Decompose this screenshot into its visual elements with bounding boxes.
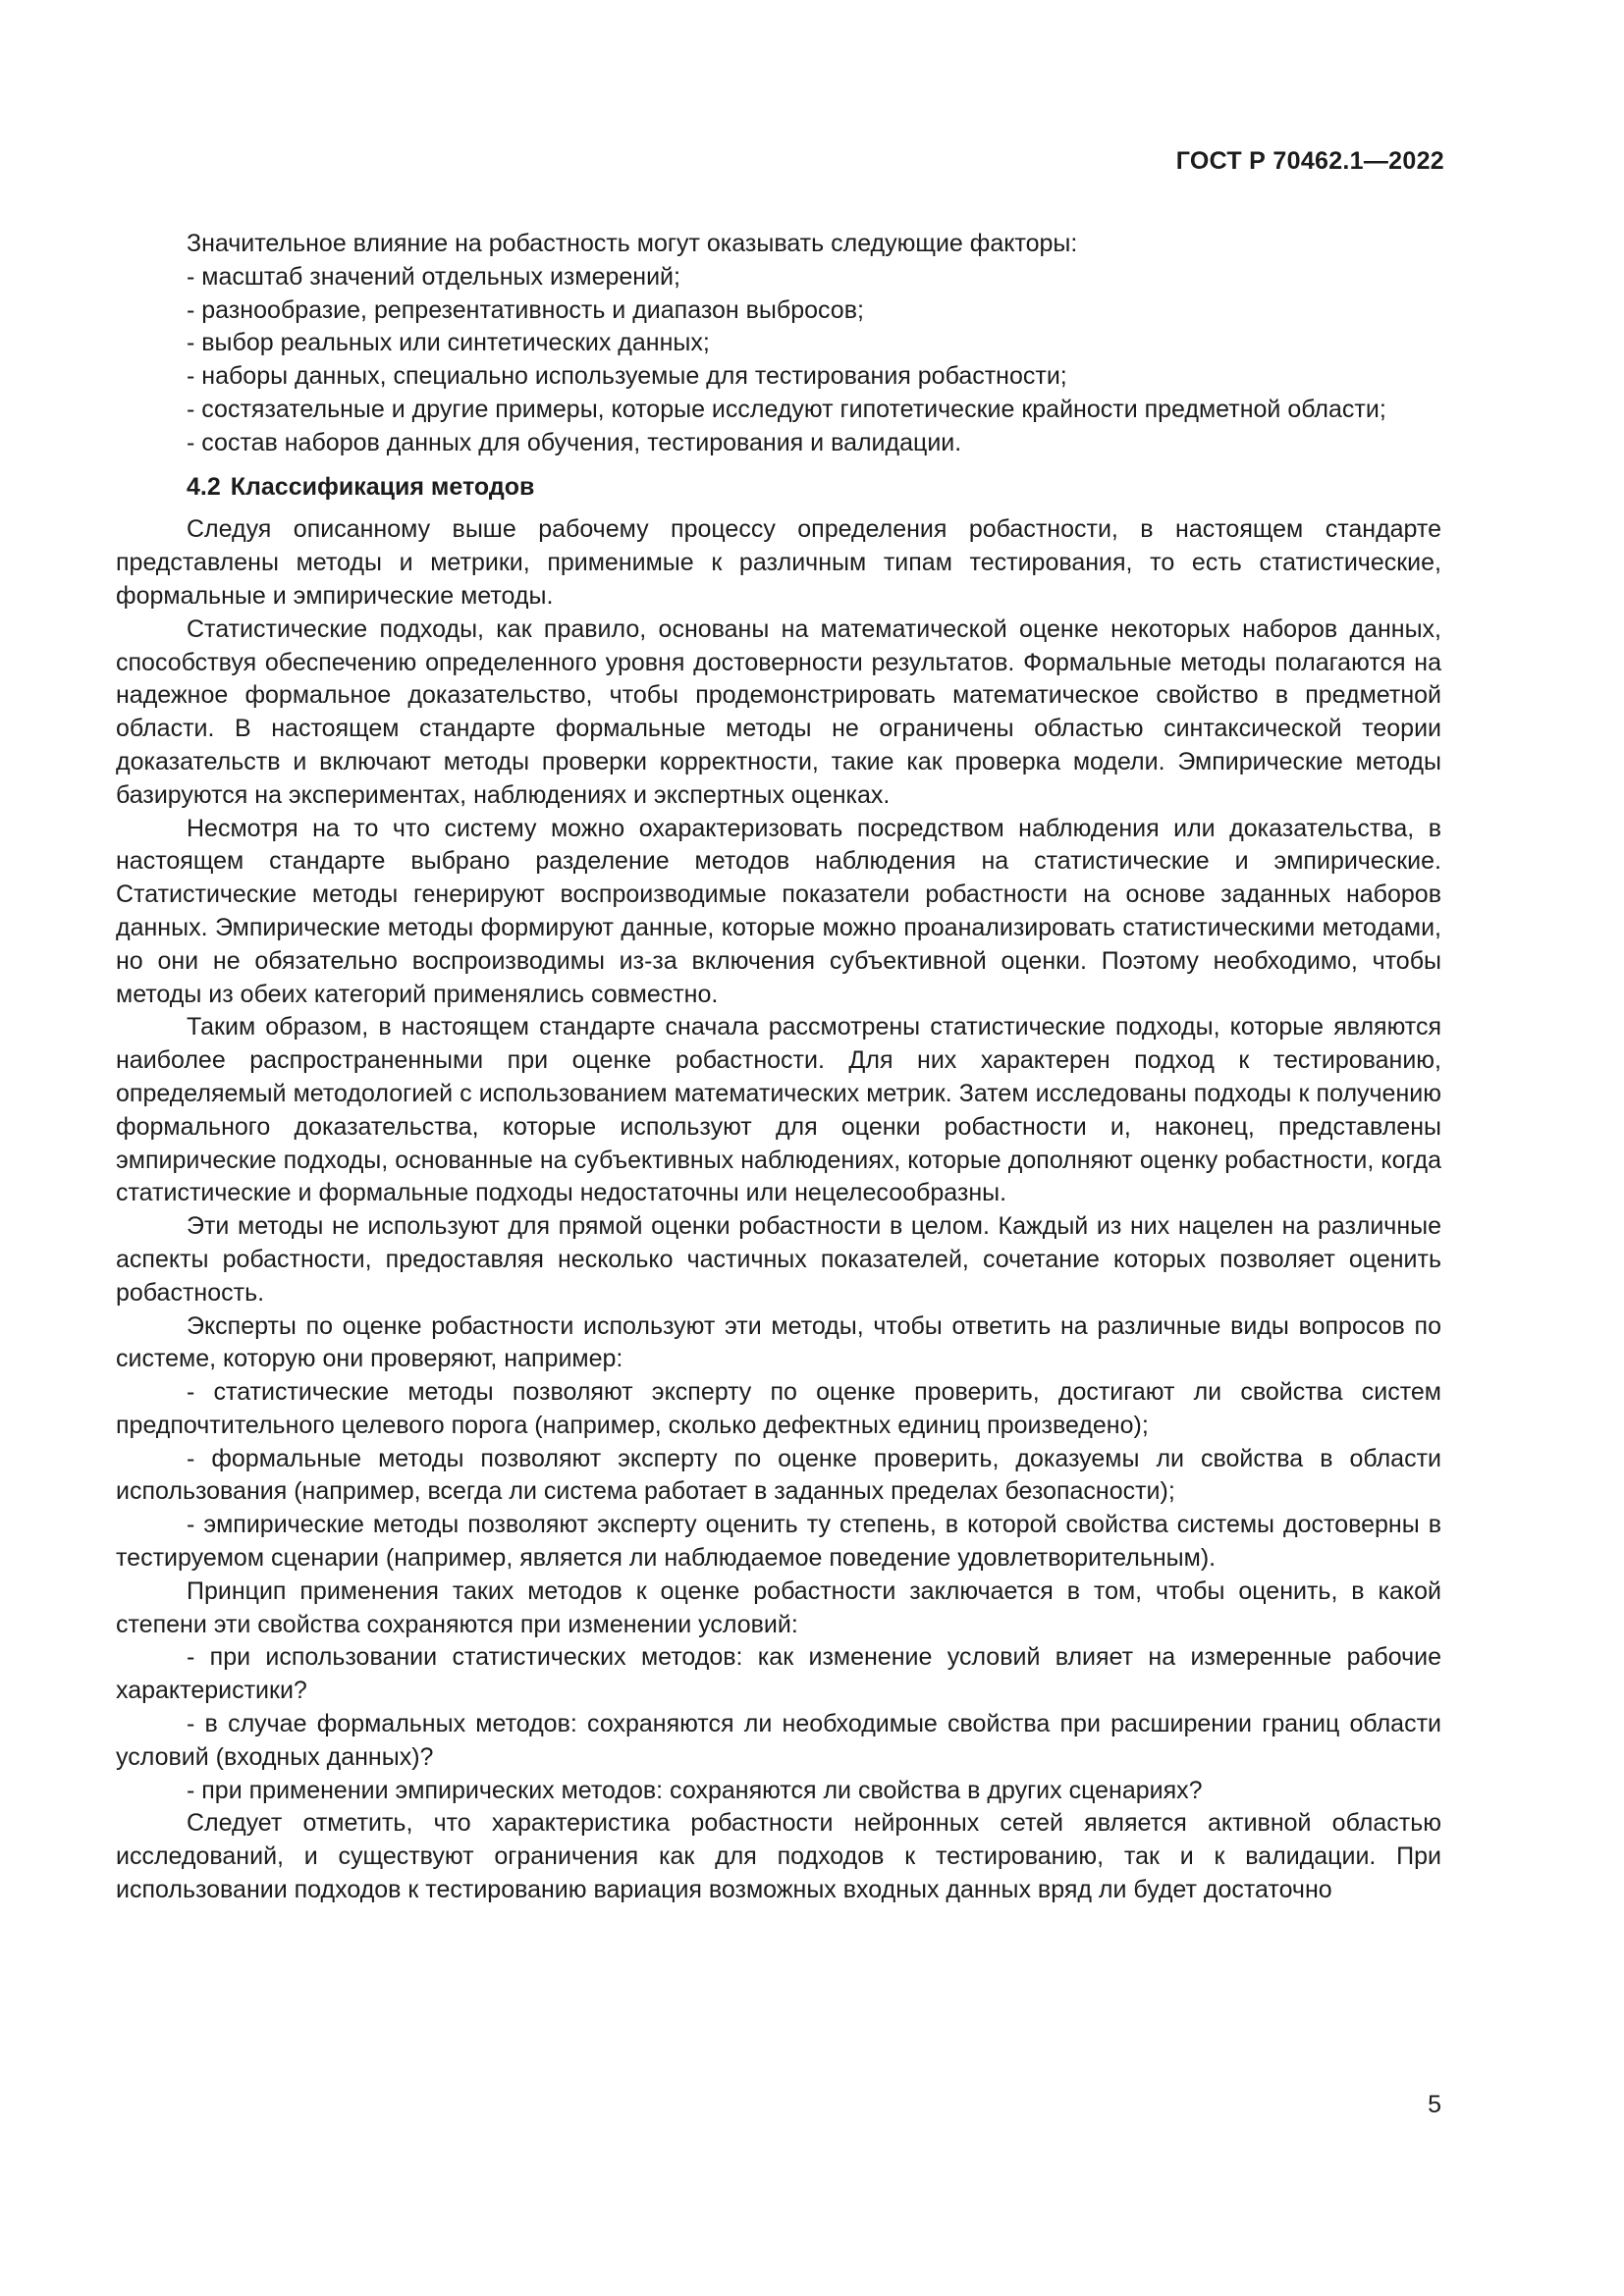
section-title: Классификация методов — [230, 472, 535, 501]
page-body — [116, 228, 1441, 1907]
intro-list-item: - состав наборов данных для обучения, тестирования и валидации. — [187, 428, 962, 456]
section-number: 4.2 — [187, 472, 221, 501]
intro-list-item: - наборы данных, специально используемые для тестирования робастности; — [187, 362, 1067, 391]
paragraph: Эксперты по оценке робастности используют эти методы, чтобы ответить на различные виды вопросов по системе, которую они проверяют, например: — [116, 1311, 1441, 1373]
intro-lead: Значительное влияние на робастность могут оказывать следующие факторы: — [187, 230, 1078, 257]
paragraph: Статистические подходы, как правило, основаны на математической оценке некоторых наборов данных, способствуя обеспечению определенного уровня достоверности результатов. Формальные методы полагаются на надежное формальное доказательство, чтобы продемонстрировать математическое свойство в предметной области. В настоящем стандарте формальные методы не ограничены областью синтаксической теории доказательств и включают методы проверки корректности, такие как проверка модели. Эмпирические методы базируются на экспериментах, наблюдениях и экспертных оценках. — [116, 614, 1441, 809]
paragraph: Таким образом, в настоящем стандарте сначала рассмотрены статистические подходы, которые являются наиболее распространенными при оценке робастности. Для них характерен подход к тестированию, определяемый методологией с использованием математических метрик. Затем исследованы подходы к получению формального доказательства, которые используют для оценки робастности и, наконец, представлены эмпирические подходы, основанные на субъективных наблюдениях, которые дополняют оценку робастности, когда статистические и формальные подходы недостаточны или нецелесообразны. — [116, 1013, 1441, 1207]
paragraph: Следует отметить, что характеристика робастности нейронных сетей является активной областью исследований, и существуют ограничения как для подходов к тестированию, так и к валидации. При использовании подходов к тестированию вариация возможных входных данных вряд ли будет достаточно — [116, 1809, 1441, 1904]
list-item: - в случае формальных методов: сохраняются ли необходимые свойства при расширении границ области условий (входных данных)? — [116, 1710, 1441, 1771]
list-item: - формальные методы позволяют эксперту по оценке проверить, доказуемы ли свойства в области использования (например, всегда ли система работает в заданных пределах безопасности); — [116, 1444, 1441, 1506]
list-item: - статистические методы позволяют эксперту по оценке проверить, достигают ли свойства систем предпочтительного целевого порога (например, сколько дефектных единиц произведено); — [116, 1378, 1441, 1439]
paragraph: Принцип применения таких методов к оценке робастности заключается в том, чтобы оценить, в какой степени эти свойства сохраняются при изменении условий: — [116, 1576, 1441, 1638]
page-number: 5 — [1428, 2091, 1441, 2118]
paragraph: Следуя описанному выше рабочему процессу определения робастности, в настоящем стандарте представлены методы и метрики, применимые к различным типам тестирования, то есть статистические, формальные и эмпирические методы. — [116, 515, 1441, 610]
section-heading — [116, 471, 1441, 505]
list-item: - при использовании статистических методов: как изменение условий влияет на измеренные рабочие характеристики? — [116, 1643, 1441, 1705]
list-item: - при применении эмпирических методов: сохраняются ли свойства в других сценариях? — [187, 1776, 1203, 1804]
intro-list-item: - масштаб значений отдельных измерений; — [187, 262, 680, 291]
intro-list-item: - выбор реальных или синтетических данных; — [187, 329, 710, 357]
paragraph: Несмотря на то что систему можно охарактеризовать посредством наблюдения или доказательства, в настоящем стандарте выбрано разделение методов наблюдения на статистические и эмпирические. Статистические методы генерируют воспроизводимые показатели робастности на основе заданных наборов данных. Эмпирические методы формируют данные, которые можно проанализировать статистическими методами, но они не обязательно воспроизводимы из-за включения субъективной оценки. Поэтому необходимо, чтобы методы из обеих категорий применялись совместно. — [116, 814, 1441, 1008]
paragraph: Эти методы не используют для прямой оценки робастности в целом. Каждый из них нацелен на различные аспекты робастности, предоставляя несколько частичных показателей, сочетание которых позволяет оценить робастность. — [116, 1212, 1441, 1307]
list-item: - эмпирические методы позволяют эксперту оценить ту степень, в которой свойства системы достоверны в тестируемом сценарии (например, является ли наблюдаемое поведение удовлетворительным). — [116, 1511, 1441, 1573]
document-header: ГОСТ Р 70462.1—2022 — [1175, 147, 1444, 175]
intro-list-item: - разнообразие, репрезентативность и диапазон выбросов; — [187, 295, 864, 324]
intro-list-item: - состязательные и другие примеры, которые исследуют гипотетические крайности предметной области; — [187, 395, 1386, 423]
